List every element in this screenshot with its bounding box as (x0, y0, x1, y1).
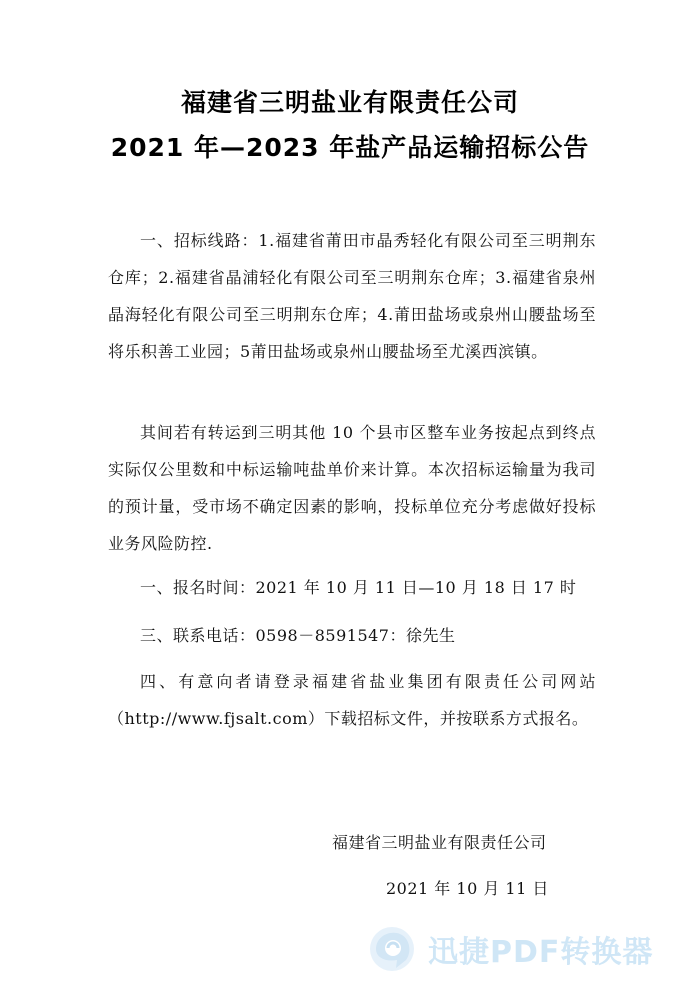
paragraph-registration-time: 一、报名时间：2021 年 10 月 11 日—10 月 18 日 17 时 (140, 578, 577, 597)
paragraph-routes: 一、招标线路：1.福建省莆田市晶秀轻化有限公司至三明荆东仓库；2.福建省晶浦轻化有限公司至三明荆东仓库；3.福建省泉州晶海轻化有限公司至三明荆东仓库；4.莆田盐场或泉州山腰盐场至将乐积善工业园；5莆田盐场或泉州山腰盐场至尤溪西滨镇。 (108, 231, 596, 361)
pdf-converter-logo-icon (366, 924, 420, 974)
paragraph-contact-phone: 三、联系电话：0598－8591547：徐先生 (140, 626, 456, 645)
page-title: 福建省三明盐业有限责任公司 (180, 88, 519, 117)
signature-company: 福建省三明盐业有限责任公司 (332, 833, 547, 852)
watermark (366, 924, 653, 974)
signature-date: 2021 年 10 月 11 日 (386, 879, 549, 898)
paragraph-transfer-note: 其间若有转运到三明其他 10 个县市区整车业务按起点到终点实际仅公里数和中标运输吨盐单价来计算。本次招标运输量为我司的预计量，受市场不确定因素的影响，投标单位充分考虑做好投标业务风险防控. (108, 423, 596, 553)
paragraph-website-instructions: 四、有意向者请登录福建省盐业集团有限责任公司网站（http://www.fjsalt.com）下载招标文件，并按联系方式报名。 (108, 672, 596, 728)
watermark-text: 迅捷PDF转换器 (428, 935, 654, 970)
page-subtitle: 2021 年—2023 年盐产品运输招标公告 (110, 133, 590, 162)
